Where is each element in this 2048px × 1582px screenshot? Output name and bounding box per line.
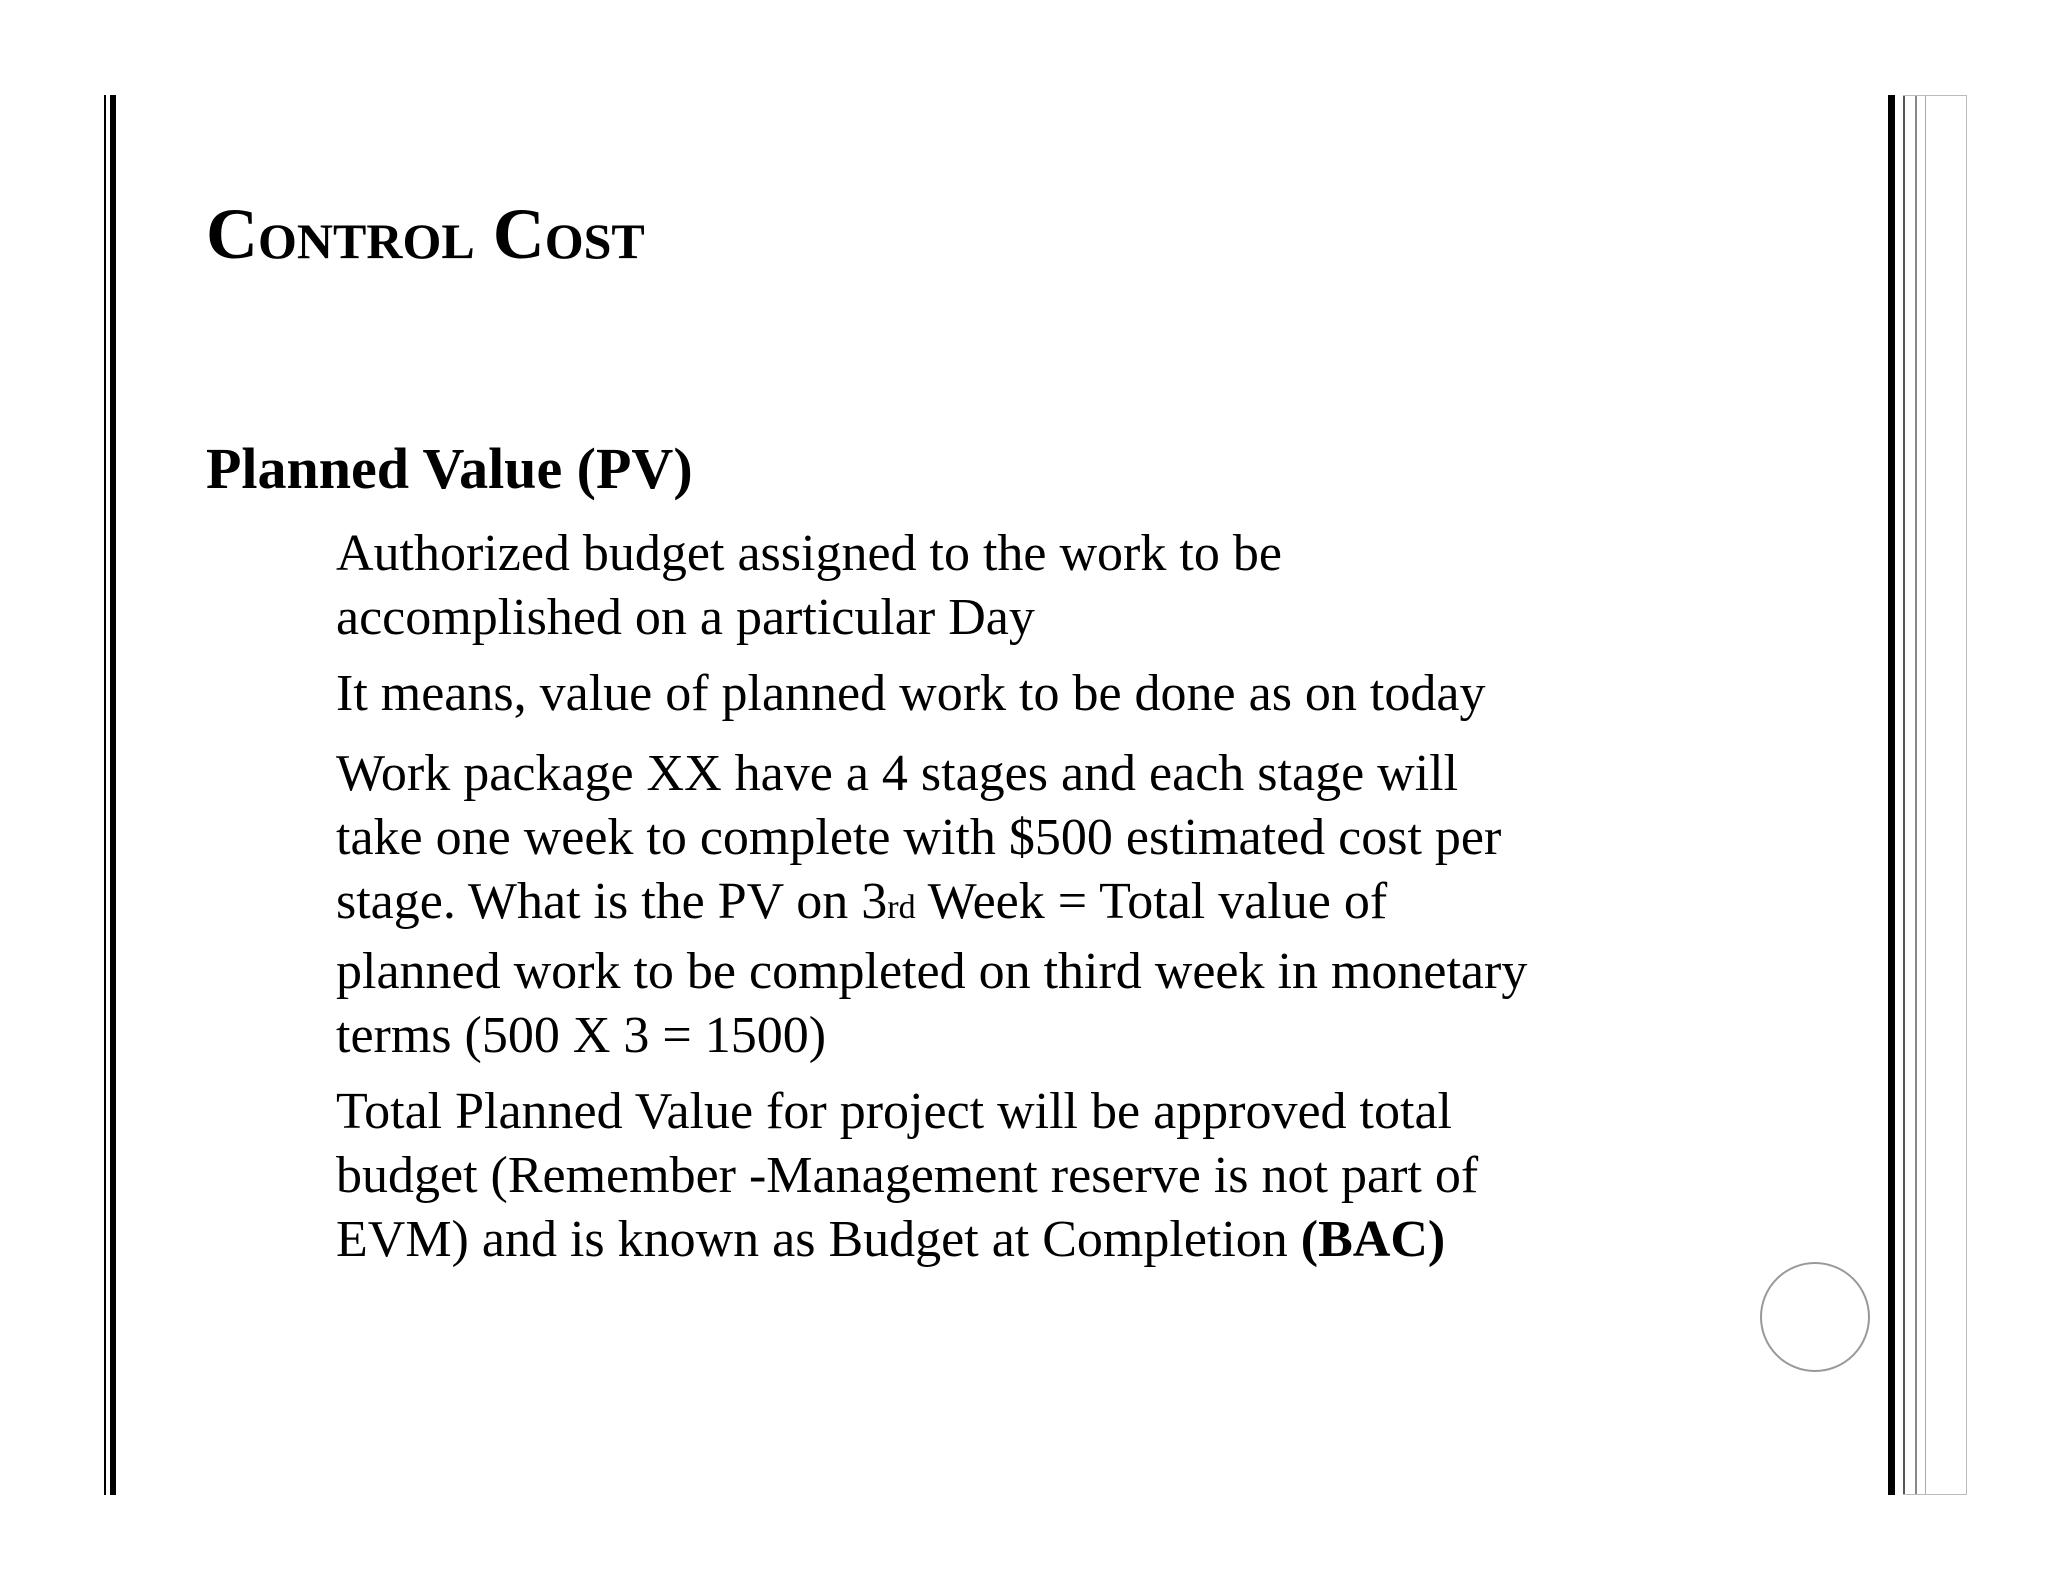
bullet-total-planned-value: [336, 1080, 1536, 1272]
right-border-top: [1903, 95, 1967, 96]
right-border-thick: [1888, 95, 1895, 1495]
bullet-planned-work-meaning: [336, 662, 1536, 726]
bullet-text-part2: Week = Total value of planned work to be completed on third week in monetary terms (500 X 3 = 1500): [336, 873, 1528, 1064]
right-border-line-3: [1925, 95, 1926, 1495]
right-border-line-1: [1903, 95, 1905, 1495]
right-border-line-2: [1915, 95, 1917, 1495]
bullet-text-part1: Work package XX have a 4 stages and each stage will take one week to complete with $500 estimated cost per stage. What is the PV on 3: [336, 745, 1502, 930]
decorative-circle: [1760, 1262, 1870, 1372]
left-border-thin: [104, 95, 106, 1495]
bullet-authorized-budget: [336, 522, 1536, 650]
bullet-text: Authorized budget assigned to the work to be accomplished on a particular Day: [336, 525, 1282, 646]
left-border-thick: [110, 95, 116, 1495]
bullet-work-package-example: [336, 742, 1536, 1068]
right-border-line-4: [1966, 95, 1967, 1495]
section-heading: Planned Value (PV): [206, 436, 693, 501]
slide-title: Control Cost: [206, 194, 645, 274]
ordinal-suffix: rd: [887, 889, 916, 926]
bullet-list: [336, 522, 1536, 1284]
bac-label: (BAC): [1300, 1211, 1446, 1268]
bullet-text: It means, value of planned work to be done as on today: [336, 665, 1486, 722]
right-border-bottom: [1903, 1494, 1967, 1495]
bullet-text-part1: Total Planned Value for project will be approved total budget (Remember -Management reserve is not part of EVM) and is known as Budget at Completion: [336, 1083, 1479, 1268]
